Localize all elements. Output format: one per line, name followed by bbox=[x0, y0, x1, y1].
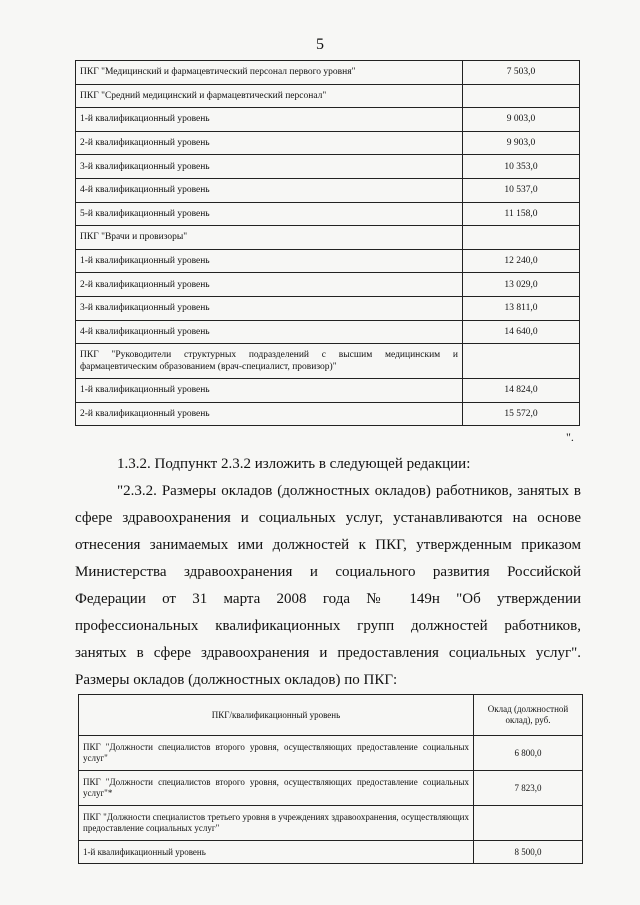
row-value: 12 240,0 bbox=[463, 249, 580, 273]
table-row bbox=[76, 344, 580, 379]
row-value: 6 800,0 bbox=[474, 736, 583, 771]
paragraph-text: 1.3.2. Подпункт 2.3.2 изложить в следующей редакции: bbox=[117, 456, 471, 472]
table-row bbox=[76, 249, 580, 273]
row-value: 14 824,0 bbox=[463, 379, 580, 403]
row-value bbox=[463, 344, 580, 379]
row-label: 2-й квалификационный уровень bbox=[76, 402, 463, 426]
row-value: 13 029,0 bbox=[463, 273, 580, 297]
row-value: 11 158,0 bbox=[463, 202, 580, 226]
row-value: 7 823,0 bbox=[474, 771, 583, 806]
row-label: ПКГ "Средний медицинский и фармацевтический персонал" bbox=[76, 84, 463, 108]
row-value: 10 537,0 bbox=[463, 178, 580, 202]
table-row bbox=[79, 736, 583, 771]
row-label: 2-й квалификационный уровень bbox=[76, 273, 463, 297]
table-row bbox=[76, 108, 580, 132]
row-label: 1-й квалификационный уровень bbox=[76, 108, 463, 132]
row-value bbox=[463, 84, 580, 108]
table-row bbox=[76, 61, 580, 85]
table-row bbox=[79, 771, 583, 806]
table-row bbox=[76, 131, 580, 155]
row-label: 3-й квалификационный уровень bbox=[76, 155, 463, 179]
row-value: 10 353,0 bbox=[463, 155, 580, 179]
table-row bbox=[76, 273, 580, 297]
row-label: 5-й квалификационный уровень bbox=[76, 202, 463, 226]
row-value: 15 572,0 bbox=[463, 402, 580, 426]
row-label: 1-й квалификационный уровень bbox=[79, 841, 474, 864]
table-row bbox=[76, 296, 580, 320]
row-label: ПКГ "Врачи и провизоры" bbox=[76, 226, 463, 250]
row-label: 2-й квалификационный уровень bbox=[76, 131, 463, 155]
salary-table-social bbox=[78, 694, 583, 864]
paragraph-amendment bbox=[75, 451, 581, 478]
row-label: ПКГ "Медицинский и фармацевтический персонал первого уровня" bbox=[76, 61, 463, 85]
row-value bbox=[474, 806, 583, 841]
row-label: ПКГ "Должности специалистов второго уровня, осуществляющих предоставление социальных услуг"* bbox=[79, 771, 474, 806]
row-value: 14 640,0 bbox=[463, 320, 580, 344]
row-label: ПКГ "Должности специалистов третьего уровня в учреждениях здравоохранения, осуществляющих предоставление социальных услуг" bbox=[79, 806, 474, 841]
row-value: 9 903,0 bbox=[463, 131, 580, 155]
table-row bbox=[76, 202, 580, 226]
table-row bbox=[79, 806, 583, 841]
paragraph-text: "2.3.2. Размеры окладов (должностных окладов) работников, занятых в сфере здравоохранения и социальных услуг, устанавливаются на основе отнесения занимаемых ими должностей к ПКГ, утвержденным приказом Министерства здравоохранения и социального развития Российской Федерации от 31 марта 2008 года № 149н "Об утверждении профессиональных квалификационных групп должностей работников, занятых в сфере здравоохранения и предоставления социальных услуг". Размеры окладов (должностных окладов) по ПКГ: bbox=[75, 483, 581, 688]
row-label: ПКГ "Руководители структурных подразделений с высшим медицинским и фармацевтическим образованием (врач-специалист, провизор)" bbox=[76, 344, 463, 379]
closing-quote: ". bbox=[566, 430, 574, 444]
row-value: 8 500,0 bbox=[474, 841, 583, 864]
row-label: 3-й квалификационный уровень bbox=[76, 296, 463, 320]
row-value: 13 811,0 bbox=[463, 296, 580, 320]
row-value: 7 503,0 bbox=[463, 61, 580, 85]
table-row bbox=[76, 379, 580, 403]
table-row bbox=[76, 402, 580, 426]
row-label: 4-й квалификационный уровень bbox=[76, 178, 463, 202]
table-row bbox=[76, 155, 580, 179]
row-label: 1-й квалификационный уровень bbox=[76, 249, 463, 273]
table-row bbox=[76, 226, 580, 250]
table-row bbox=[76, 84, 580, 108]
paragraph-body bbox=[75, 478, 581, 694]
table-row bbox=[76, 320, 580, 344]
column-header: ПКГ/квалификационный уровень bbox=[79, 695, 474, 736]
row-value: 9 003,0 bbox=[463, 108, 580, 132]
row-label: ПКГ "Должности специалистов второго уровня, осуществляющих предоставление социальных услуг" bbox=[79, 736, 474, 771]
row-label: 4-й квалификационный уровень bbox=[76, 320, 463, 344]
table-row bbox=[79, 841, 583, 864]
page-number: 5 bbox=[316, 36, 324, 53]
column-header: Оклад (должностной оклад), руб. bbox=[474, 695, 583, 736]
row-value bbox=[463, 226, 580, 250]
salary-table-medical bbox=[75, 60, 580, 426]
table-row bbox=[76, 178, 580, 202]
table-header-row bbox=[79, 695, 583, 736]
row-label: 1-й квалификационный уровень bbox=[76, 379, 463, 403]
